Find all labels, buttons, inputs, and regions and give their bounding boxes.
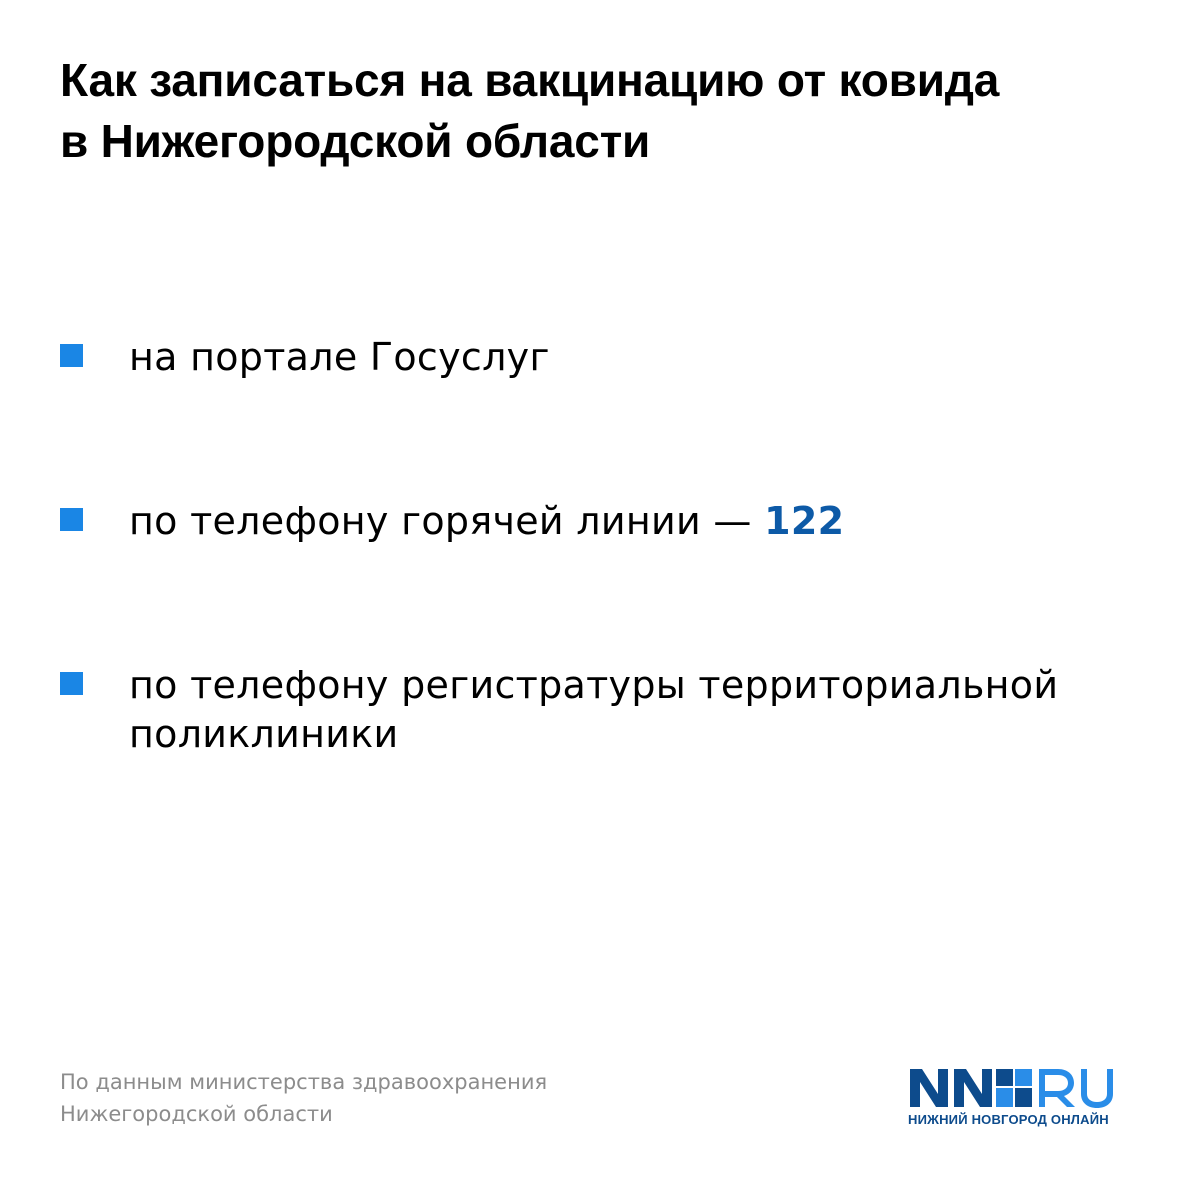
square-bullet-icon [60, 672, 83, 695]
square-bullet-icon [60, 508, 83, 531]
source-note-line-2: Нижегородской области [60, 1102, 333, 1126]
page-title [60, 50, 1140, 172]
source-note [60, 1066, 760, 1130]
square-bullet-icon [60, 344, 83, 367]
nn-ru-logo [908, 1066, 1148, 1136]
logo-tagline: НИЖНИЙ НОВГОРОД ОНЛАЙН [908, 1112, 1109, 1127]
page-title-line-2: в Нижегородской области [60, 115, 651, 167]
list-item-text [129, 661, 1139, 759]
page-title-line-1: Как записаться на вакцинацию от ковида [60, 54, 1000, 106]
hotline-number: 122 [764, 499, 845, 543]
nn-ru-logo-mark [908, 1066, 1148, 1110]
list-item-text-line-1: по телефону регистратуры территориальной [129, 663, 1059, 707]
hotline-label: по телефону горячей линии — [129, 499, 765, 543]
source-note-line-1: По данным министерства здравоохранения [60, 1070, 548, 1094]
list-item-text [129, 497, 1139, 546]
list-item-text-line-2: поликлиники [129, 712, 399, 756]
list-item-text: на портале Госуслуг [129, 335, 550, 379]
